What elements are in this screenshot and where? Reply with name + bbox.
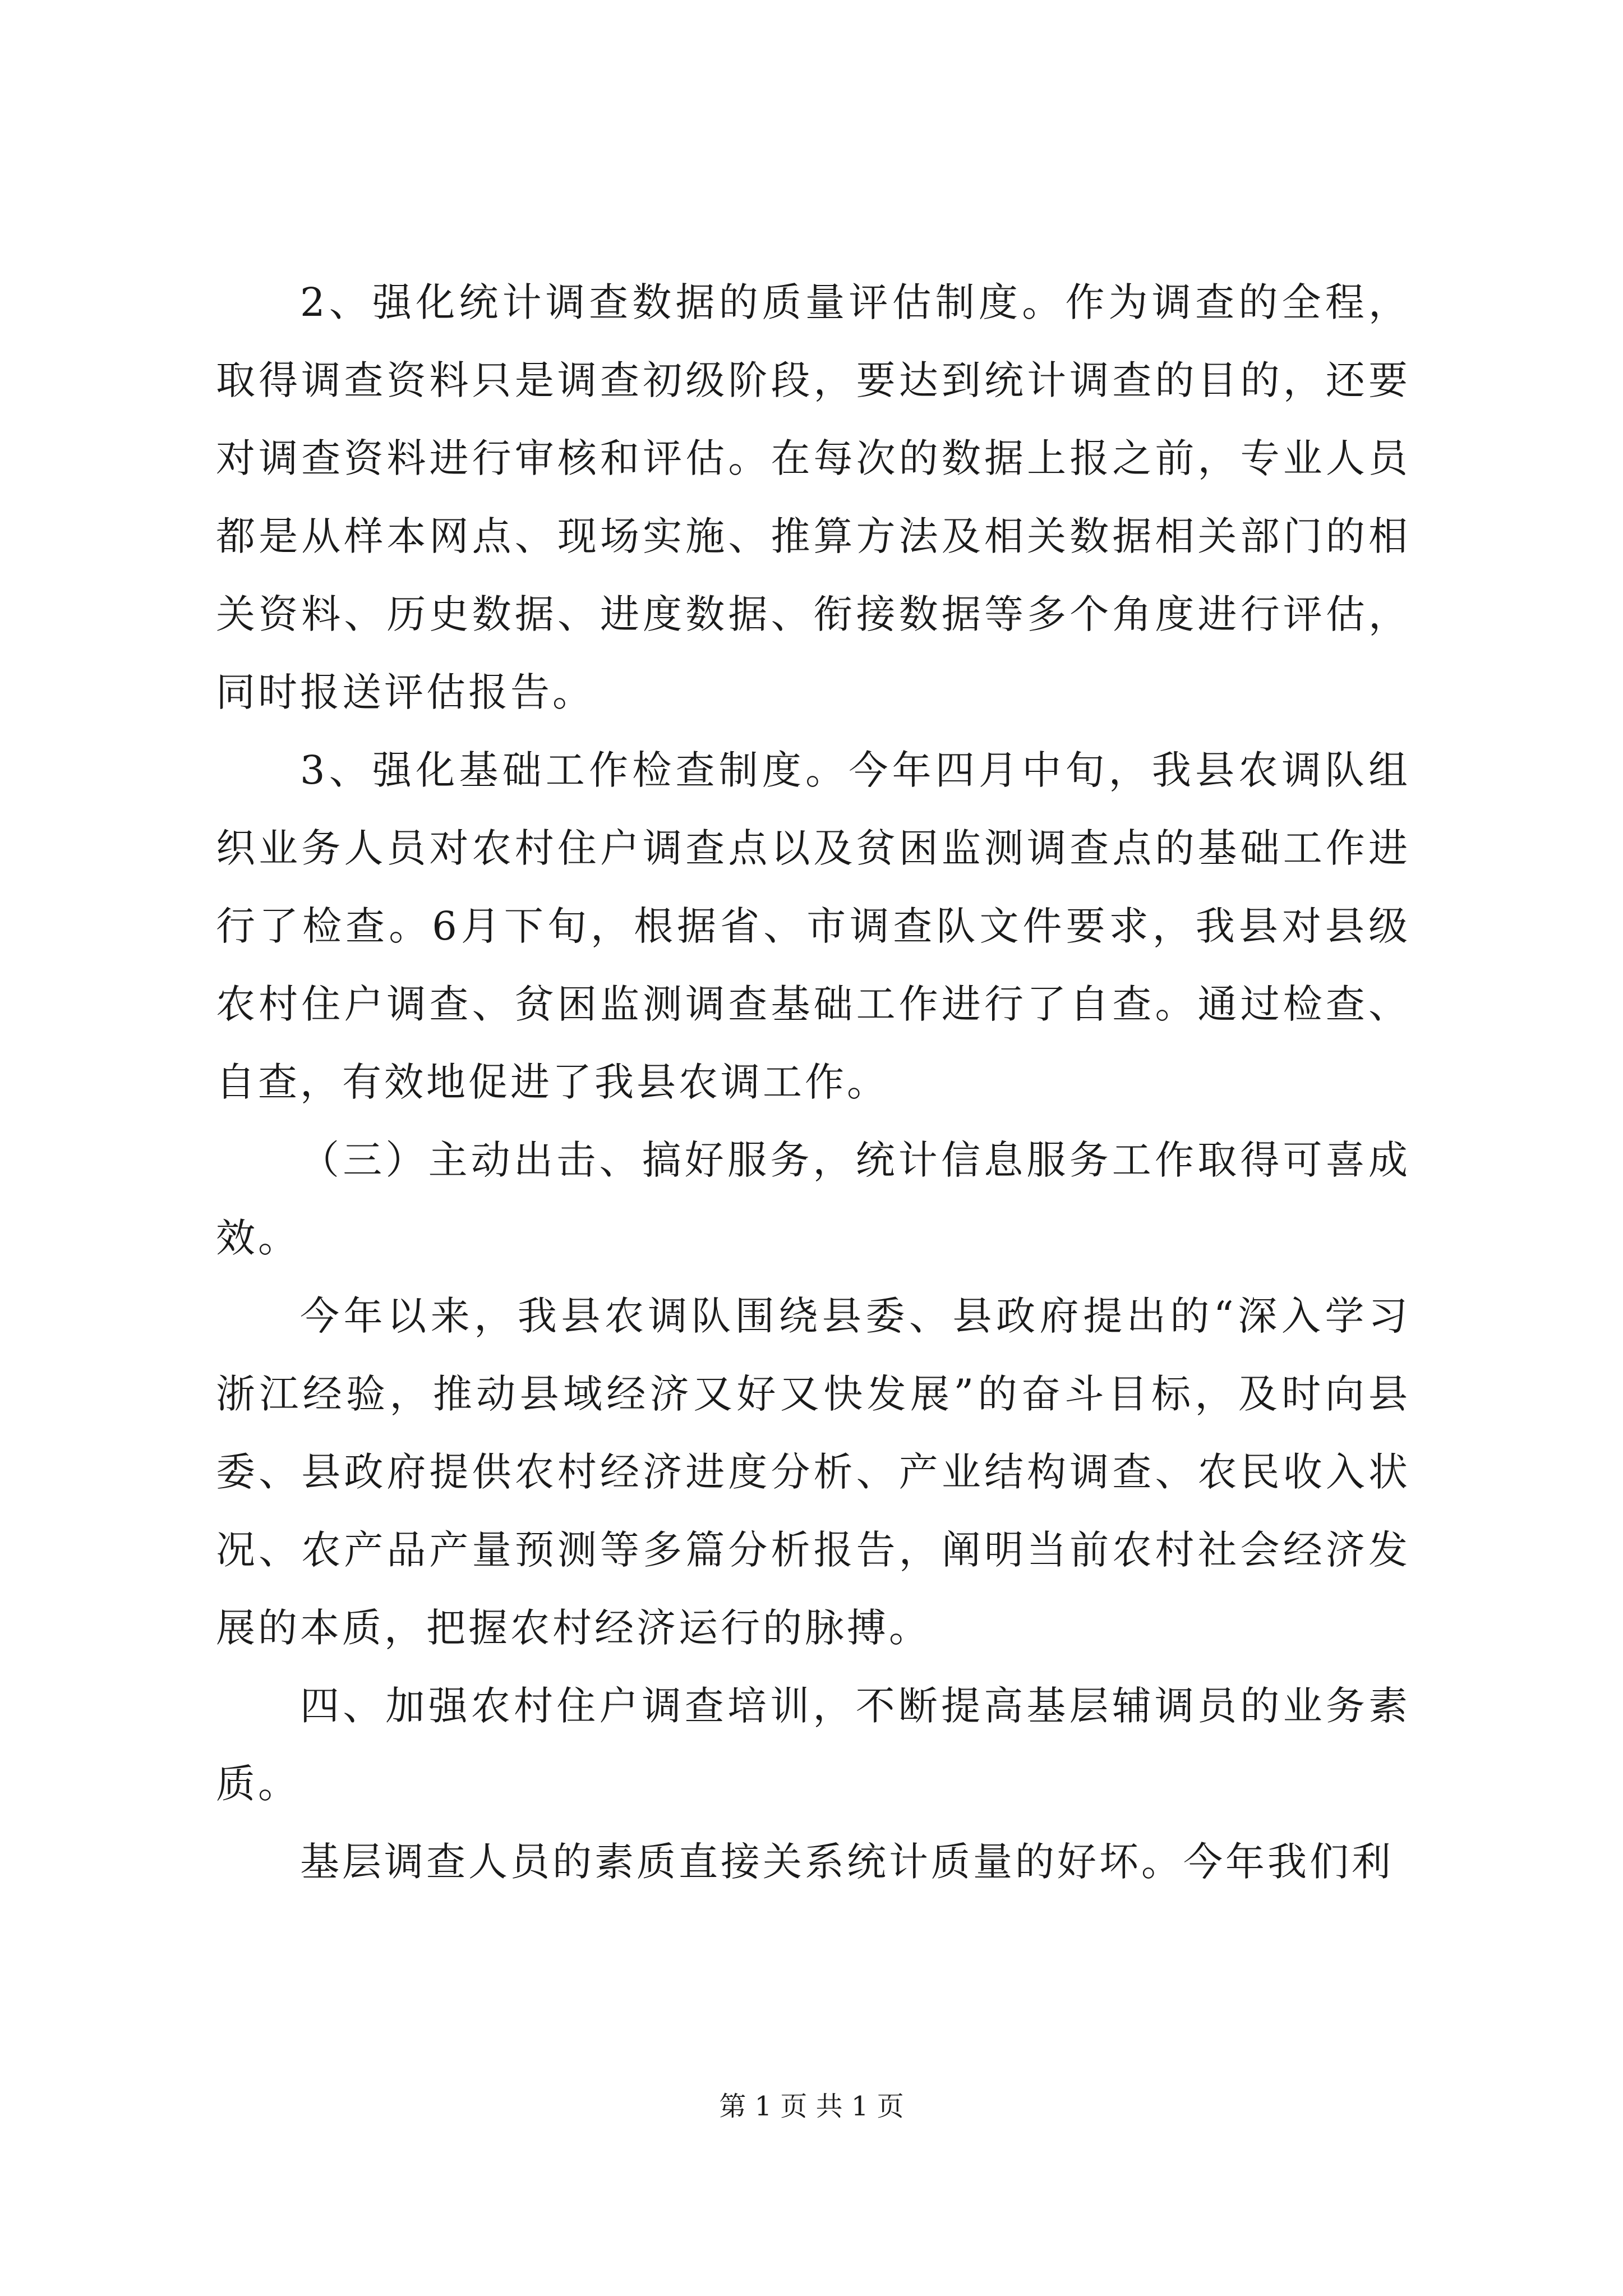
paragraph-information-service: 今年以来，我县农调队围绕县委、县政府提出的“深入学习浙江经验，推动县域经济又好又快发展”的奋斗目标，及时向县委、县政府提供农村经济进度分析、产业结构调查、农民收入状况、农产品产量预测等多篇分析报告，阐明当前农村社会经济发展的本质，把握农村经济运行的脉搏。	[216, 1293, 1410, 1651]
paragraph-section-heading-training: 四、加强农村住户调查培训，不断提高基层辅调员的业务素质。	[216, 1683, 1410, 1807]
paragraph-quality-assessment: 2、强化统计调查数据的质量评估制度。作为调查的全程，取得调查资料只是调查初级阶段，要达到统计调查的目的，还要对调查资料进行审核和评估。在每次的数据上报之前，专业人员都是从样本网点、现场实施、推算方法及相关数据相关部门的相关资料、历史数据、进度数据、衔接数据等多个角度进行评估，同时报送评估报告。	[216, 279, 1410, 715]
paragraph-section-heading-service: （三）主动出击、搞好服务，统计信息服务工作取得可喜成效。	[216, 1137, 1410, 1261]
document-body	[216, 264, 1410, 1901]
page-footer: 第 1 页 共 1 页	[719, 2091, 904, 2122]
paragraph-staff-quality: 基层调查人员的素质直接关系统计质量的好坏。今年我们利	[300, 1839, 1394, 1885]
paragraph-basic-work-inspection: 3、强化基础工作检查制度。今年四月中旬，我县农调队组织业务人员对农村住户调查点以及贫困监测调查点的基础工作进行了检查。6月下旬，根据省、市调查队文件要求，我县对县级农村住户调查、贫困监测调查基础工作进行了自查。通过检查、自查，有效地促进了我县农调工作。	[216, 747, 1410, 1105]
